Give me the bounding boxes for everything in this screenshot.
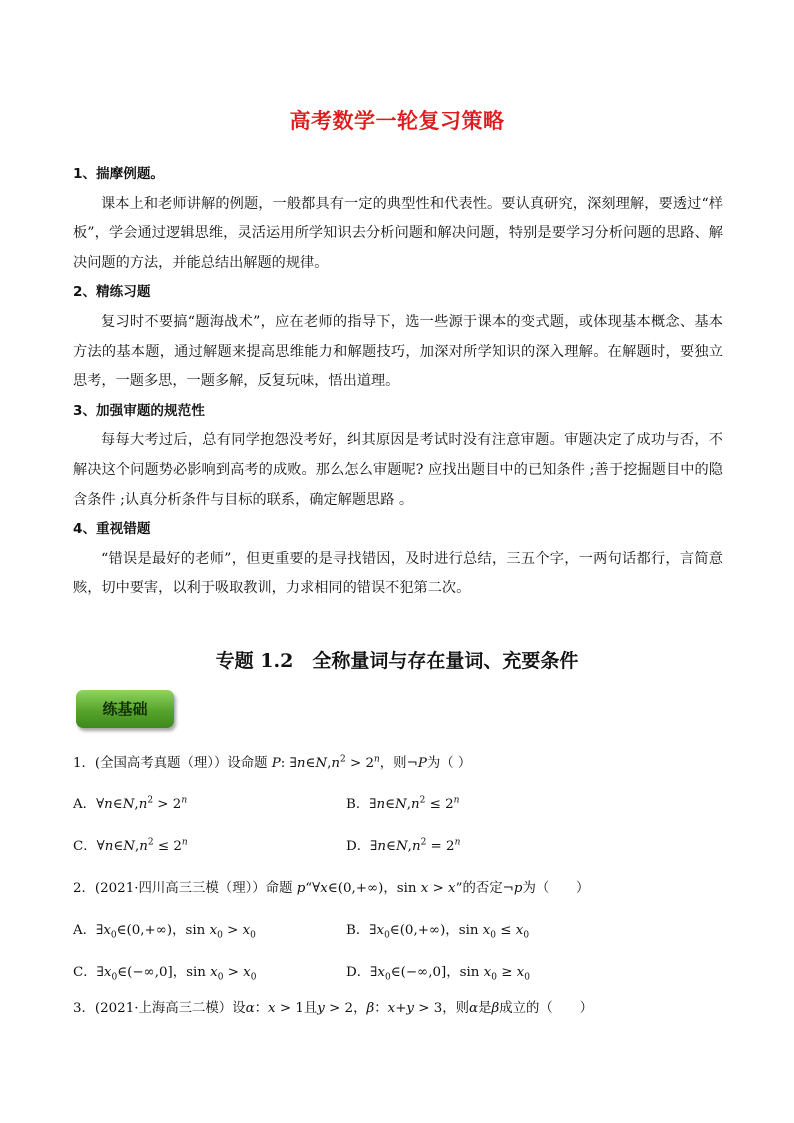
question-2-quote: “	[305, 881, 313, 896]
option-label: B．	[346, 797, 370, 812]
question-1-end: 为（ ）	[426, 756, 472, 771]
math-expr: n	[331, 756, 340, 771]
math-expr: x	[387, 1001, 396, 1016]
section-heading: 4、重视错题	[73, 521, 151, 538]
math-expr: x	[243, 965, 251, 980]
question-1-option-d: D．$\exists n\in N,n^2 = 2^n$	[346, 837, 461, 854]
question-2-prefix: 2．(2021·四川高三三模（理））命题	[73, 881, 297, 896]
math-expr: p	[296, 881, 306, 896]
question-1-suffix: ，则	[379, 756, 407, 771]
math-expr: x	[103, 965, 112, 980]
question-3-text: 是	[478, 1001, 492, 1016]
math-expr: 2	[420, 837, 427, 848]
math-expr: x	[377, 965, 385, 980]
question-1-option-b: B．$\exists n\in N,n^2 \le 2^n$	[346, 795, 460, 812]
math-expr: N	[122, 797, 135, 812]
question-2-option-c: C．$\exists x_0\in(-\infty,0]$，$\sin x_0 > x_0$	[73, 965, 257, 983]
math-expr: 0	[250, 972, 257, 983]
math-expr: p	[513, 881, 523, 896]
math-expr: x	[210, 965, 218, 980]
math-expr: n	[411, 839, 421, 854]
question-3-text: 且	[303, 1001, 318, 1016]
section-body: “错误是最好的老师”，但更重要的是寻找错因，及时进行总结，三五个字，一两句话都行，言简意赅，切中要害，以利于吸取教训，力求相同的错误不犯第二次。	[73, 550, 723, 597]
math-expr: 0	[110, 930, 117, 941]
math-expr: n	[138, 797, 148, 812]
math-expr: N	[395, 797, 407, 812]
strategy-item-1	[73, 160, 723, 278]
question-3-text: 3．(2021·上海高三二模）设	[73, 1001, 246, 1016]
math-expr: y	[317, 1001, 325, 1016]
math-expr: 2	[340, 754, 346, 765]
question-1-prefix: 1．(全国高考真题（理））设命题	[73, 756, 272, 771]
math-expr: x	[103, 923, 111, 938]
option-label: D．	[346, 839, 371, 854]
section-heading: 3、加强审题的规范性	[73, 402, 205, 419]
math-expr: n	[374, 754, 380, 765]
question-2-option-d: D．$\exists x_0\in(-\infty,0]$，$\sin x_0 \ge x_0$	[346, 965, 530, 983]
math-expr: x	[516, 965, 525, 980]
math-expr: n	[296, 756, 306, 771]
math-expr: x	[376, 923, 385, 938]
math-expr: β	[366, 1001, 375, 1016]
section-heading: 2、精练习题	[73, 284, 151, 301]
main-title: 高考数学一轮复习策略	[289, 109, 505, 133]
option-label: D．	[346, 965, 371, 980]
math-expr: 0	[250, 930, 256, 941]
strategy-section	[73, 160, 723, 604]
question-2-suffix: ”的否定	[455, 881, 503, 896]
math-expr: N	[123, 839, 135, 854]
math-expr: n	[139, 839, 148, 854]
math-expr: 0	[523, 930, 530, 941]
math-expr: n	[377, 839, 387, 854]
math-expr: 2	[419, 795, 426, 806]
math-expr: n	[181, 837, 188, 848]
question-1-option-a: A．$\forall n\in N,n^2 > 2^n$	[73, 795, 188, 812]
math-expr: x	[482, 923, 491, 938]
math-expr: 0	[384, 972, 391, 983]
math-expr: x	[515, 923, 524, 938]
math-expr: x	[242, 923, 251, 938]
section-body: 课本上和老师讲解的例题，一般都具有一定的典型性和代表性。要认真研究，深刻理解，要透过“样板”，学会通过逻辑思维，灵活运用所学知识去分析问题和解决问题，特别是要学习分析问题的思路、解决问题的方法，并能总结出解题的规律。	[73, 195, 723, 271]
math-expr: P	[417, 756, 427, 771]
math-expr: x	[448, 881, 456, 896]
math-expr: 0	[384, 930, 390, 941]
math-expr: N	[395, 839, 408, 854]
math-expr: 2	[147, 795, 154, 806]
math-expr: n	[453, 795, 460, 806]
section-body: 每每大考过后，总有同学抱怨没考好，纠其原因是考试时没有注意审题。审题决定了成功与否，不解决这个问题势必影响到高考的成败。那么怎么审题呢? 应找出题目中的已知条件 ;善于挖掘题目中的隐含条件 ;认真分析条件与目标的联系，确定解题思路 。	[73, 432, 723, 508]
question-1-option-c: C．$\forall n\in N,n^2 \le 2^n$	[73, 837, 188, 854]
math-expr: β	[491, 1001, 500, 1016]
option-label: C．	[73, 965, 97, 980]
question-2: 2．(2021·四川高三三模（理））命题 p“∀x∈(0,+∞)，sin x > x”的否定¬p为（ ）	[73, 881, 590, 896]
math-expr: 0	[217, 972, 224, 983]
math-expr: α	[245, 1001, 255, 1016]
math-expr: n	[181, 795, 188, 806]
question-3: 3．(2021·上海高三二模）设α：x > 1且y > 2，β：x+y > 3，则α是β成立的（ ）	[73, 1001, 593, 1016]
math-expr: x	[209, 923, 218, 938]
section-heading: 1、揣摩例题。	[73, 166, 165, 182]
math-expr: 0	[111, 972, 118, 983]
section-body: 复习时不要搞“题海战术”，应在老师的指导下，选一些源于课本的变式题，或体现基本概念、基本方法的基本题，通过解题来提高思维能力和解题技巧，加深对所学知识的深入理解。在解题时，要独立思考，一题多思，一题多解，反复玩味，悟出道理。	[73, 313, 723, 390]
option-label: C．	[73, 839, 97, 854]
question-2-option-b: B．$\exists x_0\in(0,+\infty)$，$\sin x_0 \le x_0$	[346, 923, 530, 941]
math-expr: 0	[491, 972, 497, 983]
question-2-option-a: A．$\exists x_0\in(0,+\infty)$，$\sin x_0 > x_0$	[73, 923, 256, 941]
math-expr: n	[454, 837, 461, 848]
math-expr: n	[376, 797, 386, 812]
math-expr: n	[104, 797, 113, 812]
strategy-item-4	[73, 515, 723, 604]
math-expr: 0	[490, 930, 497, 941]
math-expr: x	[483, 965, 492, 980]
math-expr: n	[411, 797, 420, 812]
question-3-text: ，则	[442, 1001, 470, 1016]
math-expr: 2	[147, 837, 154, 848]
question-3-text: 成立的（ ）	[499, 1001, 593, 1016]
math-expr: N	[315, 756, 328, 771]
math-expr: α	[469, 1001, 479, 1016]
math-expr: x	[268, 1001, 276, 1016]
topic-title: 专题 1.2 全称量词与存在量词、充要条件	[215, 650, 579, 672]
math-expr: x	[320, 881, 328, 896]
question-1: 1．(全国高考真题（理））设命题 P: $\exists n\in N,n^2 > 2^n$，则¬P为（ ）	[73, 754, 472, 771]
strategy-item-2	[73, 278, 723, 396]
question-2-end: 为（ ）	[522, 881, 590, 896]
option-label: A．	[73, 797, 97, 812]
option-label: B．	[346, 923, 370, 938]
math-expr: y	[406, 1001, 414, 1016]
strategy-item-3	[73, 397, 723, 515]
math-expr: x	[420, 881, 429, 896]
practice-badge: 练基础	[76, 690, 174, 728]
math-expr: 0	[217, 930, 223, 941]
question-3-text: ，	[353, 1001, 367, 1016]
math-expr: P	[271, 756, 281, 771]
option-label: A．	[73, 923, 97, 938]
math-expr: 0	[524, 972, 530, 983]
math-expr: n	[104, 839, 114, 854]
